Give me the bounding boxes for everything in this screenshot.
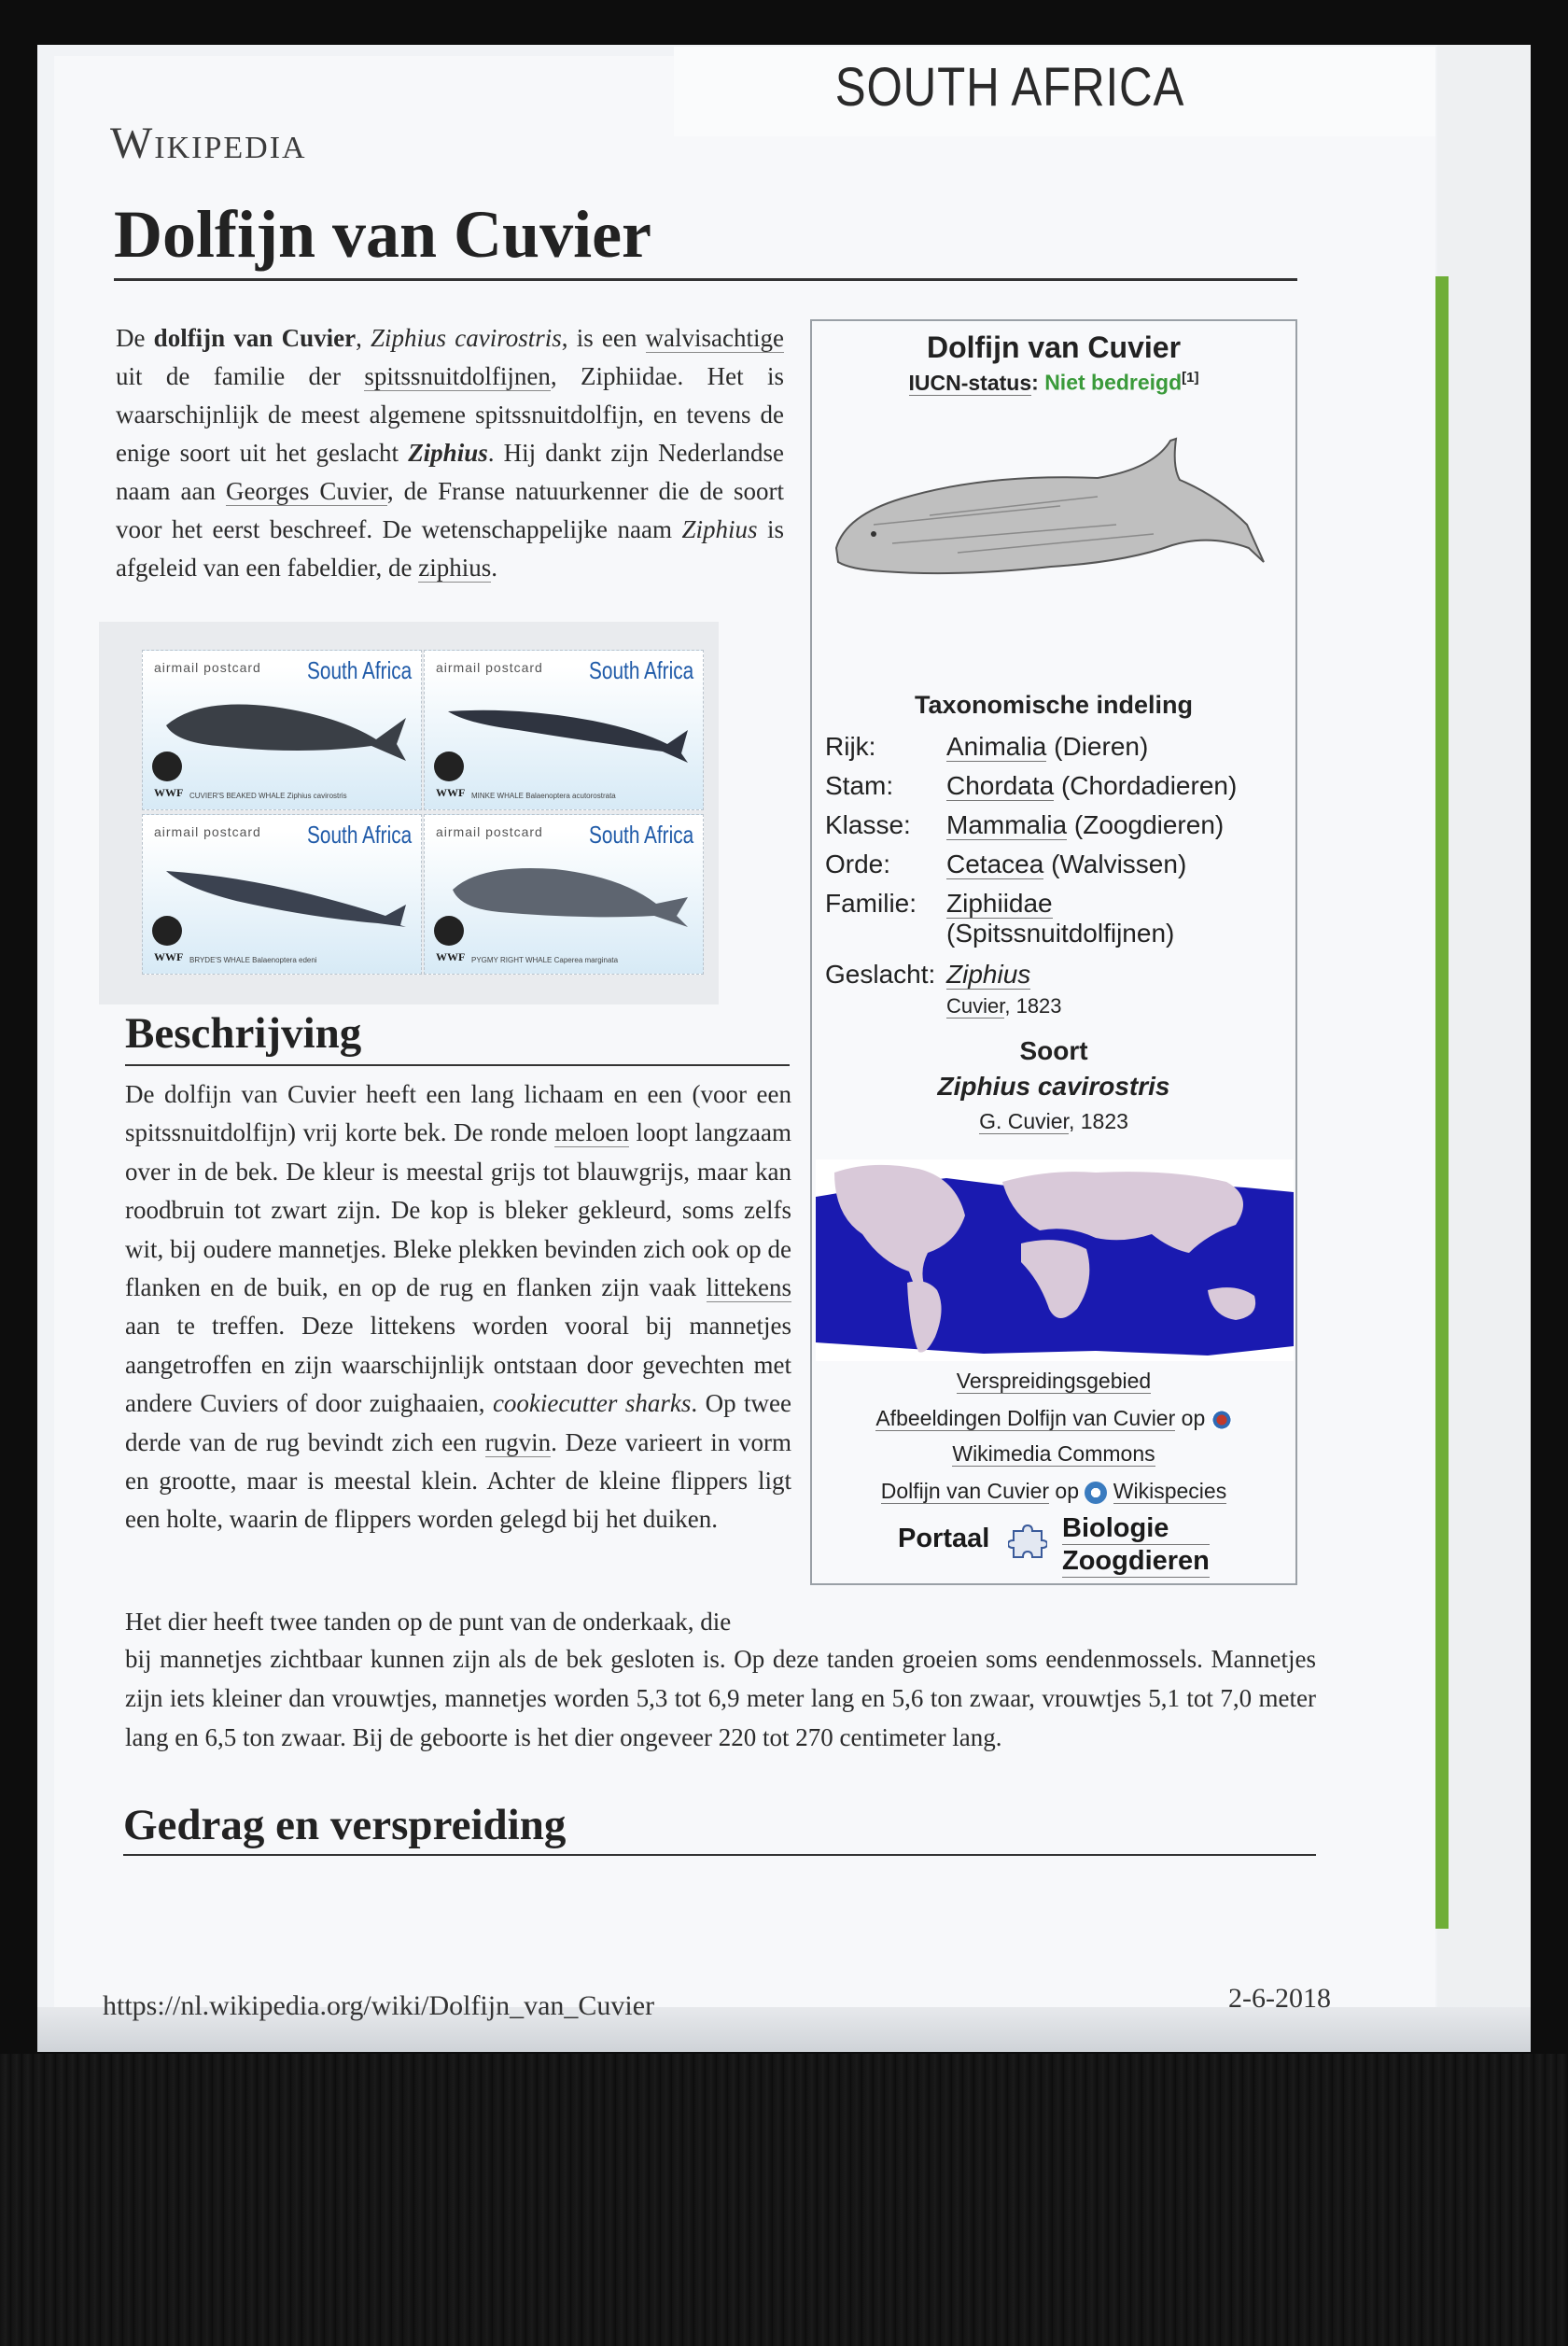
stamp-minke-whale [424, 650, 704, 810]
taxonomy-value [946, 960, 1062, 1019]
intro-paragraph [116, 319, 784, 587]
beschrijving-paragraph [125, 1075, 791, 1539]
wwf-label: WWF [154, 950, 184, 963]
portal-link-zoogdieren[interactable]: Zoogdieren [1062, 1546, 1210, 1576]
italic-term: cookiecutter sharks [492, 1389, 692, 1418]
teeth-paragraph-rest: bij mannetjes zichtbaar kunnen zijn als de bek gesloten is. Op deze tanden groeien soms eendenmossels. Mannetjes zijn iets kleiner dan vrouwtjes, mannetjes worden 5,3 tot 6,9 meter lang en 5,6 ton zwaar, vrouwtjes 5,1 tot 7,0 meter lang en 6,5 ton zwaar. Bij de geboorte is het dier ongeveer 220 tot 270 centimeter lang. [125, 1645, 1316, 1751]
portal-link-biologie[interactable]: Biologie [1062, 1512, 1210, 1545]
species-author-link[interactable]: G. Cuvier [979, 1109, 1069, 1133]
portal-links [1062, 1512, 1210, 1578]
text: , Ziphiidae. Het is waarschijnlijk de meest algemene spitssnuitdolfijn, en tevens de enige soort uit het geslacht [116, 362, 784, 467]
text: . [491, 554, 497, 582]
text: , de Franse natuurkenner die de soort voor het eerst beschreef. De wetenschappelijke naam [116, 477, 784, 543]
wikispecies-link[interactable]: Wikispecies [1113, 1479, 1227, 1503]
stamp-country: South Africa [588, 656, 693, 684]
commons-line [812, 1406, 1295, 1431]
species-name [812, 1072, 1295, 1102]
distribution-map[interactable] [816, 1159, 1294, 1361]
wikispecies-line [812, 1479, 1295, 1504]
taxonomy-key: Rijk: [825, 732, 876, 761]
wwf-panda-icon [152, 916, 182, 946]
taxonomy-rest: (Spitssnuitdolfijnen) [946, 919, 1175, 948]
link-georges-cuvier[interactable]: Georges Cuvier [225, 477, 387, 505]
taxonomy-value [946, 810, 1224, 840]
stamp-cuviers-beaked-whale [142, 650, 422, 810]
portal-label: Portaal [898, 1524, 990, 1553]
footer-date: 2-6-2018 [1228, 1983, 1331, 2014]
section-heading-gedrag: Gedrag en verspreiding [123, 1801, 567, 1849]
taxonomy-key: Orde: [825, 850, 891, 878]
taxonomy-rest: (Walvissen) [1043, 850, 1187, 878]
airmail-label: airmail postcard [436, 660, 543, 675]
text: op [1049, 1479, 1085, 1503]
iucn-value: Niet bedreigd [1044, 370, 1183, 395]
stamp-caption: BRYDE'S WHALE Balaenoptera edeni [189, 956, 317, 964]
whale-illustration [161, 852, 413, 927]
text: op [1175, 1406, 1211, 1430]
link-littekens[interactable]: littekens [706, 1273, 791, 1302]
taxonomy-rest: (Zoogdieren) [1067, 810, 1225, 839]
taxonomy-value [946, 732, 1148, 762]
stamp-caption: MINKE WHALE Balaenoptera acutorostrata [471, 792, 616, 800]
taxonomy-rest: (Chordadieren) [1054, 771, 1238, 800]
taxonomy-key: Geslacht: [825, 960, 936, 989]
iucn-link[interactable]: IUCN-status [908, 370, 1032, 395]
taxonomy-value [946, 889, 1174, 948]
wwf-label: WWF [436, 786, 466, 799]
dark-surface [0, 2054, 1568, 2346]
whale-illustration [443, 852, 695, 927]
link-ziphius[interactable]: ziphius [418, 554, 492, 582]
genus-name: Ziphius [408, 439, 488, 467]
iucn-status: IUCN-status: Niet bedreigd[1] [908, 370, 1199, 395]
airmail-label: airmail postcard [154, 824, 261, 839]
link-walvisachtige[interactable]: walvisachtige [645, 324, 784, 352]
taxonomy-value [946, 850, 1186, 879]
title-rule [114, 278, 1297, 281]
stamp-country: South Africa [588, 821, 693, 849]
stamp-country: South Africa [306, 821, 412, 849]
wikimedia-commons-link[interactable]: Wikimedia Commons [952, 1441, 1155, 1466]
species-author [812, 1109, 1295, 1134]
text: loopt langzaam over in de bek. De kleur is meestal grijs tot blauwgrijs, maar kan roodbruin tot zwart zijn. De kop is bleker gekleurd, soms zelfs wit, bij oudere mannetjes. Bleke plekken bevinden zich ook op de flanken en de buik, en op de rug en flanken zijn vaak [125, 1118, 791, 1302]
dolphin-drawing [818, 422, 1294, 609]
text: . Op twee derde van de rug bevindt zich een [125, 1389, 792, 1456]
infobox-title: Dolfijn van Cuvier [926, 330, 1182, 364]
link-spitssnuitdolfijnen[interactable]: spitssnuitdolfijnen [364, 362, 551, 390]
wikispecies-icon [1085, 1482, 1107, 1504]
genus-link[interactable]: Ziphius [946, 960, 1031, 989]
text: . Hij dankt zijn Nederlandse naam aan [116, 439, 784, 505]
whale-illustration [161, 688, 413, 763]
airmail-label: airmail postcard [154, 660, 261, 675]
stamp-pygmy-right-whale [424, 814, 704, 975]
section-rule [123, 1854, 1316, 1856]
footer-url: https://nl.wikipedia.org/wiki/Dolfijn_van_Cuvier [103, 1990, 655, 2021]
green-binder-stripe [1435, 276, 1449, 1929]
airmail-label: airmail postcard [436, 824, 543, 839]
taxonomy-key: Stam: [825, 771, 894, 800]
text: is afgeleid van een fabeldier, de [116, 515, 784, 582]
genus-author-link[interactable]: Cuvier [946, 994, 1005, 1018]
whale-illustration [443, 688, 695, 763]
link-rugvin[interactable]: rugvin [484, 1427, 552, 1456]
stamp-caption: CUVIER'S BEAKED WHALE Ziphius cavirostris [189, 792, 347, 800]
bold-name: dolfijn van Cuvier [153, 324, 357, 352]
portal-puzzle-icon [1008, 1524, 1047, 1561]
stamp-block [99, 622, 719, 1004]
text: De dolfijn van Cuvier heeft een lang lichaam en een (voor een spitssnuitdolfijn) vrij korte bek. De ronde [125, 1080, 791, 1147]
world-map [816, 1159, 1294, 1361]
map-caption [812, 1369, 1295, 1394]
stamp-country: South Africa [306, 656, 412, 684]
taxonomy-link[interactable]: Chordata [946, 771, 1055, 800]
wikipedia-logo: Wikipedia [110, 119, 307, 168]
taxonomy-heading: Taxonomische indeling [914, 691, 1194, 719]
taxonomy-key: Klasse: [825, 810, 911, 839]
taxonomy-key: Familie: [825, 889, 917, 918]
text: De [116, 324, 154, 352]
commons-name-line [812, 1441, 1295, 1467]
species-year: , 1823 [1068, 1109, 1128, 1133]
text: aan te treffen. Deze littekens worden vooral bij mannetjes aangetroffen en zijn waarschijnlijk ontstaan door gevechten met andere Cuviers of door zuighaaien, [125, 1312, 791, 1418]
wikimedia-commons-icon [1211, 1410, 1232, 1430]
taxonomy-link[interactable]: Ziphiidae [946, 889, 1053, 918]
stamp-caption: PYGMY RIGHT WHALE Caperea marginata [471, 956, 619, 964]
reference-link[interactable]: [1] [1182, 370, 1199, 386]
page-title: Dolfijn van Cuvier [114, 197, 651, 272]
taxonomy-link[interactable]: Mammalia [946, 810, 1068, 839]
taxonomy-link[interactable]: Animalia [946, 732, 1047, 761]
section-heading-beschrijving: Beschrijving [125, 1009, 362, 1058]
taxonomy-rest: (Dieren) [1046, 732, 1149, 761]
wwf-panda-icon [434, 752, 464, 781]
taxonomy-link[interactable]: Cetacea [946, 850, 1044, 878]
genus-italic: Ziphius [681, 515, 758, 543]
infobox [810, 319, 1297, 1585]
taxonomy-value [946, 771, 1237, 801]
text: uit de familie der [116, 362, 365, 390]
section-rule [125, 1064, 790, 1066]
scientific-name: Ziphius cavirostris [371, 324, 562, 352]
wwf-label: WWF [436, 950, 466, 963]
species-heading: Soort [1019, 1036, 1088, 1065]
country-label: SOUTH AFRICA [834, 57, 1185, 118]
commons-images-link[interactable]: Afbeeldingen Dolfijn van Cuvier [875, 1406, 1176, 1430]
map-caption-link[interactable]: Verspreidingsgebied [956, 1369, 1152, 1393]
wwf-label: WWF [154, 786, 184, 799]
link-meloen[interactable]: meloen [554, 1118, 629, 1147]
wwf-panda-icon [434, 916, 464, 946]
genus-year: , 1823 [1004, 994, 1062, 1018]
wikispecies-species-link[interactable]: Dolfijn van Cuvier [880, 1479, 1050, 1503]
text: . Deze varieert in vorm en grootte, maar is meestal klein. Achter de kleine flippers ligt een holte, waarin de flippers worden gelegd bij het duiken. [125, 1427, 792, 1534]
album-page-edge [1437, 45, 1531, 2052]
stamp-brydes-whale [142, 814, 422, 975]
teeth-paragraph-line1: Het dier heeft twee tanden op de punt van de onderkaak, die [125, 1608, 732, 1636]
text: , [356, 324, 371, 352]
species-name-text: Ziphius cavirostris [937, 1072, 1170, 1101]
text: , is een [561, 324, 646, 352]
wwf-panda-icon [152, 752, 182, 781]
